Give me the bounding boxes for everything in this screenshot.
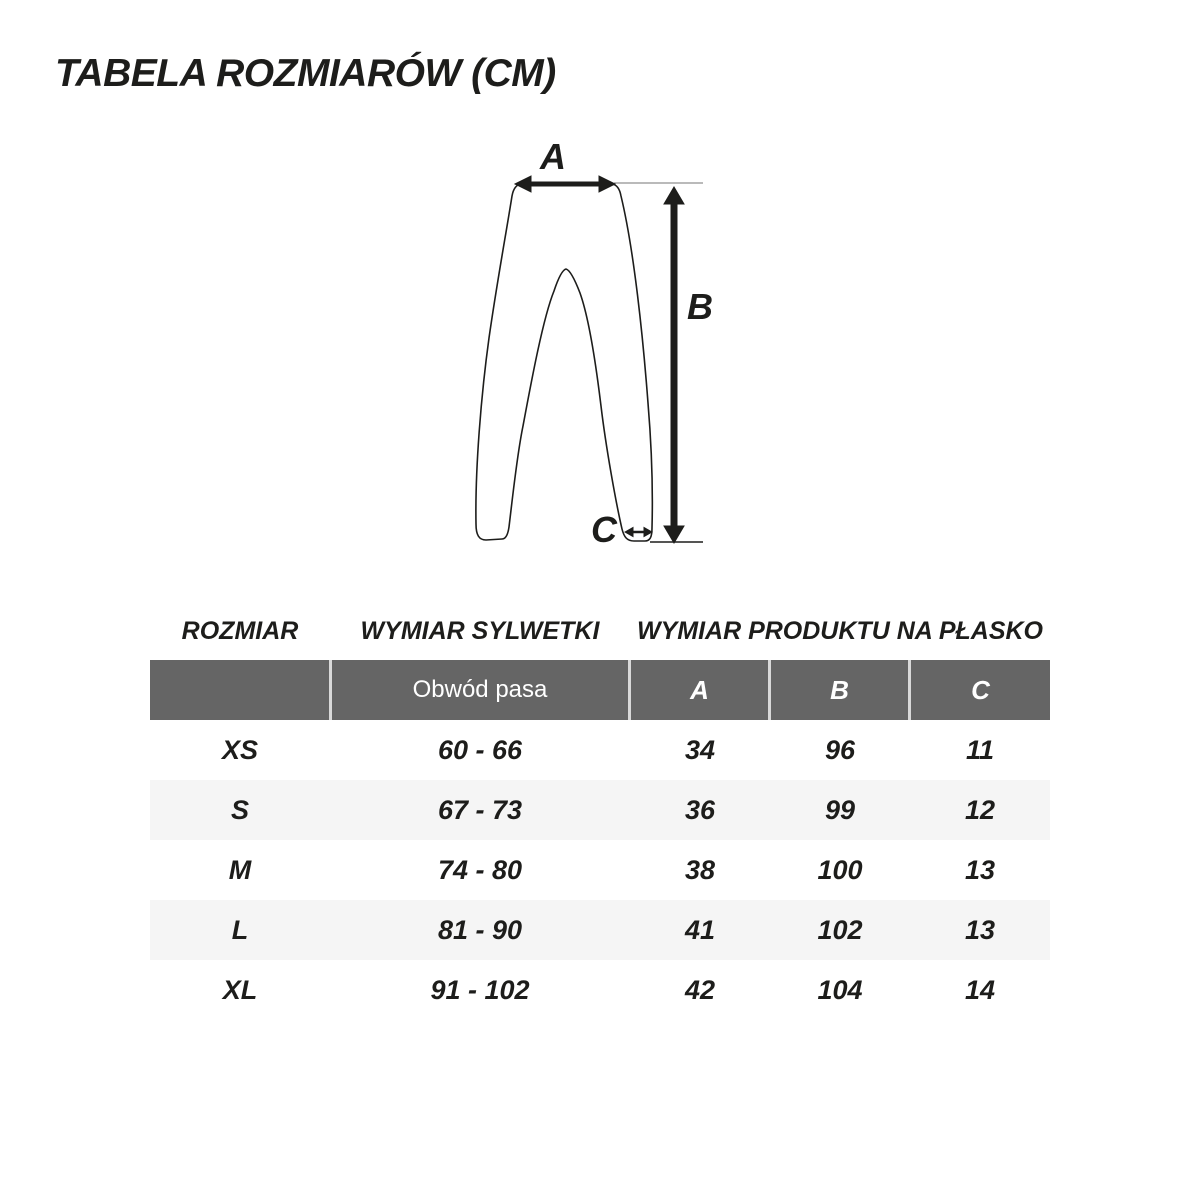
header-cell-a: A: [631, 660, 768, 720]
value-c: 11: [965, 735, 995, 765]
value-a: 34: [684, 735, 716, 765]
value-b: 100: [817, 855, 863, 885]
value-b: 102: [817, 915, 863, 945]
waist-range: 74 - 80: [437, 855, 523, 885]
table-header-row: [150, 660, 1050, 720]
header-cell-waist: Obwód pasa: [332, 660, 628, 720]
value-b: 104: [817, 975, 863, 1005]
waist-range: 81 - 90: [437, 915, 523, 945]
table-row-xl: [150, 960, 1050, 1020]
size-label: XL: [222, 975, 258, 1005]
value-c: 12: [964, 795, 996, 825]
value-a: 38: [684, 855, 716, 885]
dim-label-a: A: [540, 136, 566, 177]
header-cell-size: [150, 660, 329, 720]
group-header-wymiar-produktu: WYMIAR PRODUKTU NA PŁASKO: [636, 617, 1043, 645]
size-label: M: [228, 855, 252, 885]
table-row-l: [150, 900, 1050, 960]
value-a: 41: [684, 915, 716, 945]
length-dim-arrow-b: [664, 187, 684, 543]
table-row-xs: [150, 720, 1050, 780]
header-cell-b: B: [771, 660, 908, 720]
waist-range: 67 - 73: [437, 795, 523, 825]
size-label: L: [231, 915, 249, 945]
value-c: 14: [964, 975, 996, 1005]
group-header-rozmiar: ROZMIAR: [181, 617, 299, 645]
dim-label-b: B: [687, 286, 713, 327]
value-b: 99: [824, 795, 856, 825]
group-header-wymiar-sylwetki: WYMIAR SYLWETKI: [360, 617, 600, 645]
table-row-m: [150, 840, 1050, 900]
value-c: 13: [964, 915, 996, 945]
page-title: TABELA ROZMIARÓW (CM): [55, 52, 556, 95]
dim-label-c: C: [591, 509, 617, 550]
value-c: 13: [964, 855, 996, 885]
table-row-s: [150, 780, 1050, 840]
size-label: S: [230, 795, 249, 825]
size-label: XS: [221, 735, 259, 765]
value-b: 96: [824, 735, 856, 765]
pants-measurement-diagram: [440, 128, 800, 568]
waist-range: 60 - 66: [437, 735, 523, 765]
pants-outline: [476, 184, 652, 541]
value-a: 42: [684, 975, 716, 1005]
table-group-headers: [0, 613, 1200, 649]
header-cell-c: C: [911, 660, 1050, 720]
waist-range: 91 - 102: [430, 975, 530, 1005]
value-a: 36: [684, 795, 716, 825]
